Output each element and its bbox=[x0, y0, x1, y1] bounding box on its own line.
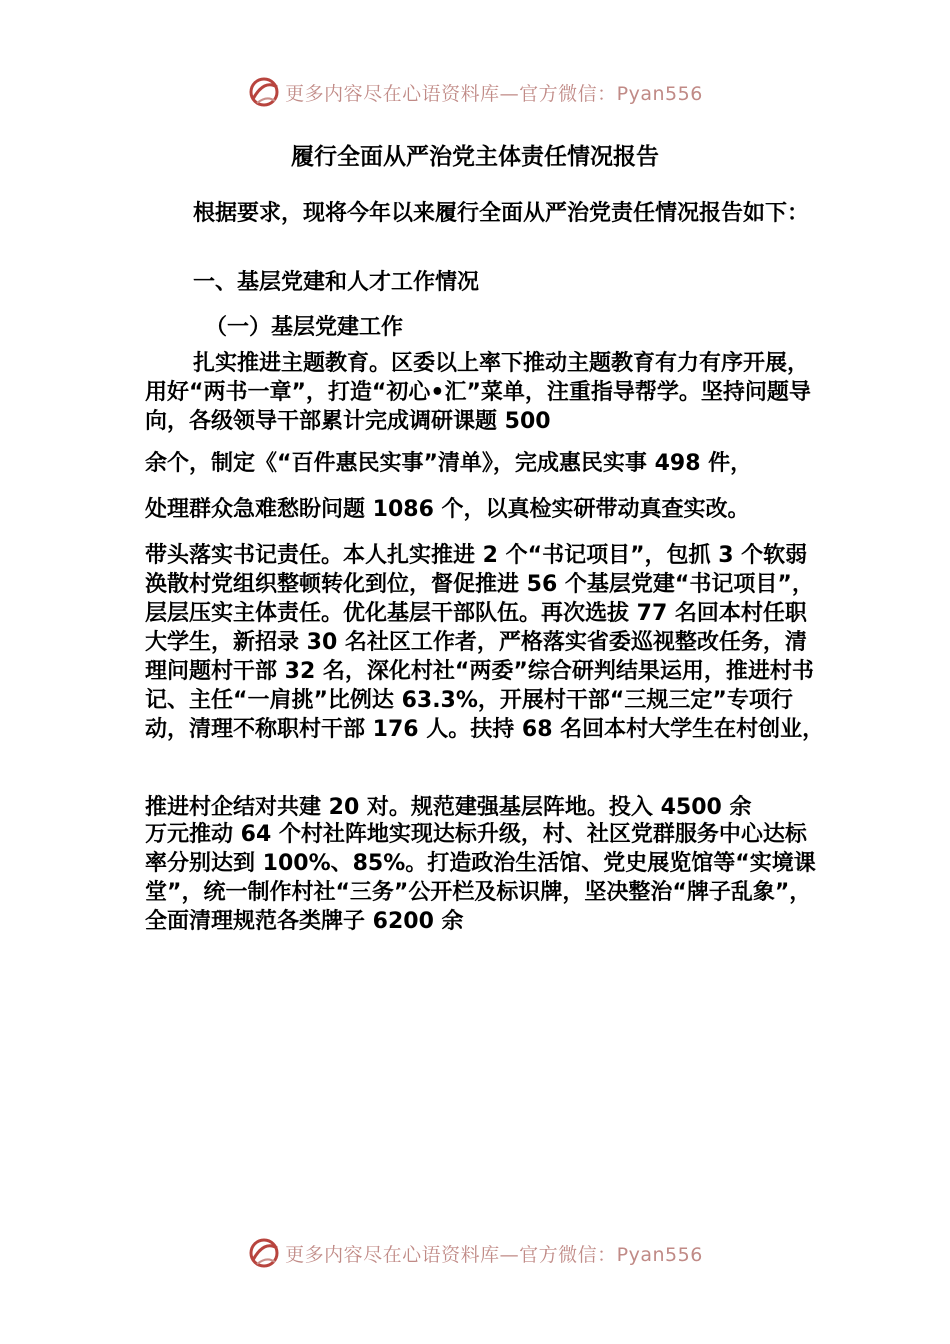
watermark-text: 更多内容尽在心语资料库—官方微信：Pyan556 bbox=[285, 1243, 703, 1266]
watermark-text: 更多内容尽在心语资料库—官方微信：Pyan556 bbox=[285, 82, 703, 105]
brand-logo-icon bbox=[247, 1236, 281, 1270]
subsection-heading: （一）基层党建工作 bbox=[205, 315, 404, 340]
watermark-footer bbox=[0, 1233, 950, 1273]
watermark-header bbox=[0, 72, 950, 112]
intro-paragraph: 根据要求，现将今年以来履行全面从严治党责任情况报告如下： bbox=[193, 201, 810, 226]
paragraph-line: 余个，制定《“百件惠民实事”清单》，完成惠民实事 498 件， bbox=[145, 451, 753, 476]
paragraph-secretary-responsibility: 带头落实书记责任。本人扎实推进 2 个“书记项目”，包抓 3 个软弱涣散村党组织整顿转化到位，督促推进 56 个基层党建“书记项目”，层层压实主体责任。优化基层干部队伍。再次选拔 77 名回本村任职大学生，新招录 30 名社区工作者，严格落实省委巡视整改任务，清理问题村干部 32 名，深化村社“两委”综合研判结果运用，推进村书记、主任“一肩挑”比例达 63.3%，开展村干部“三规三定”专项行动，清理不称职村干部 176 人。扶持 68 名回本村大学生在村创业， bbox=[145, 543, 825, 742]
paragraph-grassroots-positions: 万元推动 64 个村社阵地实现达标升级，村、社区党群服务中心达标率分别达到 100%、85%。打造政治生活馆、党史展览馆等“实境课堂”，统一制作村社“三务”公开栏及标识牌，坚决整治“牌子乱象”，全面清理规范各类牌子 6200 余 bbox=[145, 822, 816, 934]
paragraph-theme-education: 扎实推进主题教育。区委以上率下推动主题教育有力有序开展，用好“两书一章”，打造“初心•汇”菜单，注重指导帮学。坚持问题导向，各级领导干部累计完成调研课题 500 bbox=[145, 351, 811, 434]
brand-logo-icon bbox=[247, 75, 281, 109]
document-title: 履行全面从严治党主体责任情况报告 bbox=[291, 144, 659, 170]
paragraph-line: 推进村企结对共建 20 对。规范建强基层阵地。投入 4500 余 bbox=[145, 795, 752, 820]
paragraph-line: 处理群众急难愁盼问题 1086 个，以真检实研带动真查实改。 bbox=[145, 497, 750, 522]
section-heading: 一、基层党建和人才工作情况 bbox=[193, 270, 480, 295]
